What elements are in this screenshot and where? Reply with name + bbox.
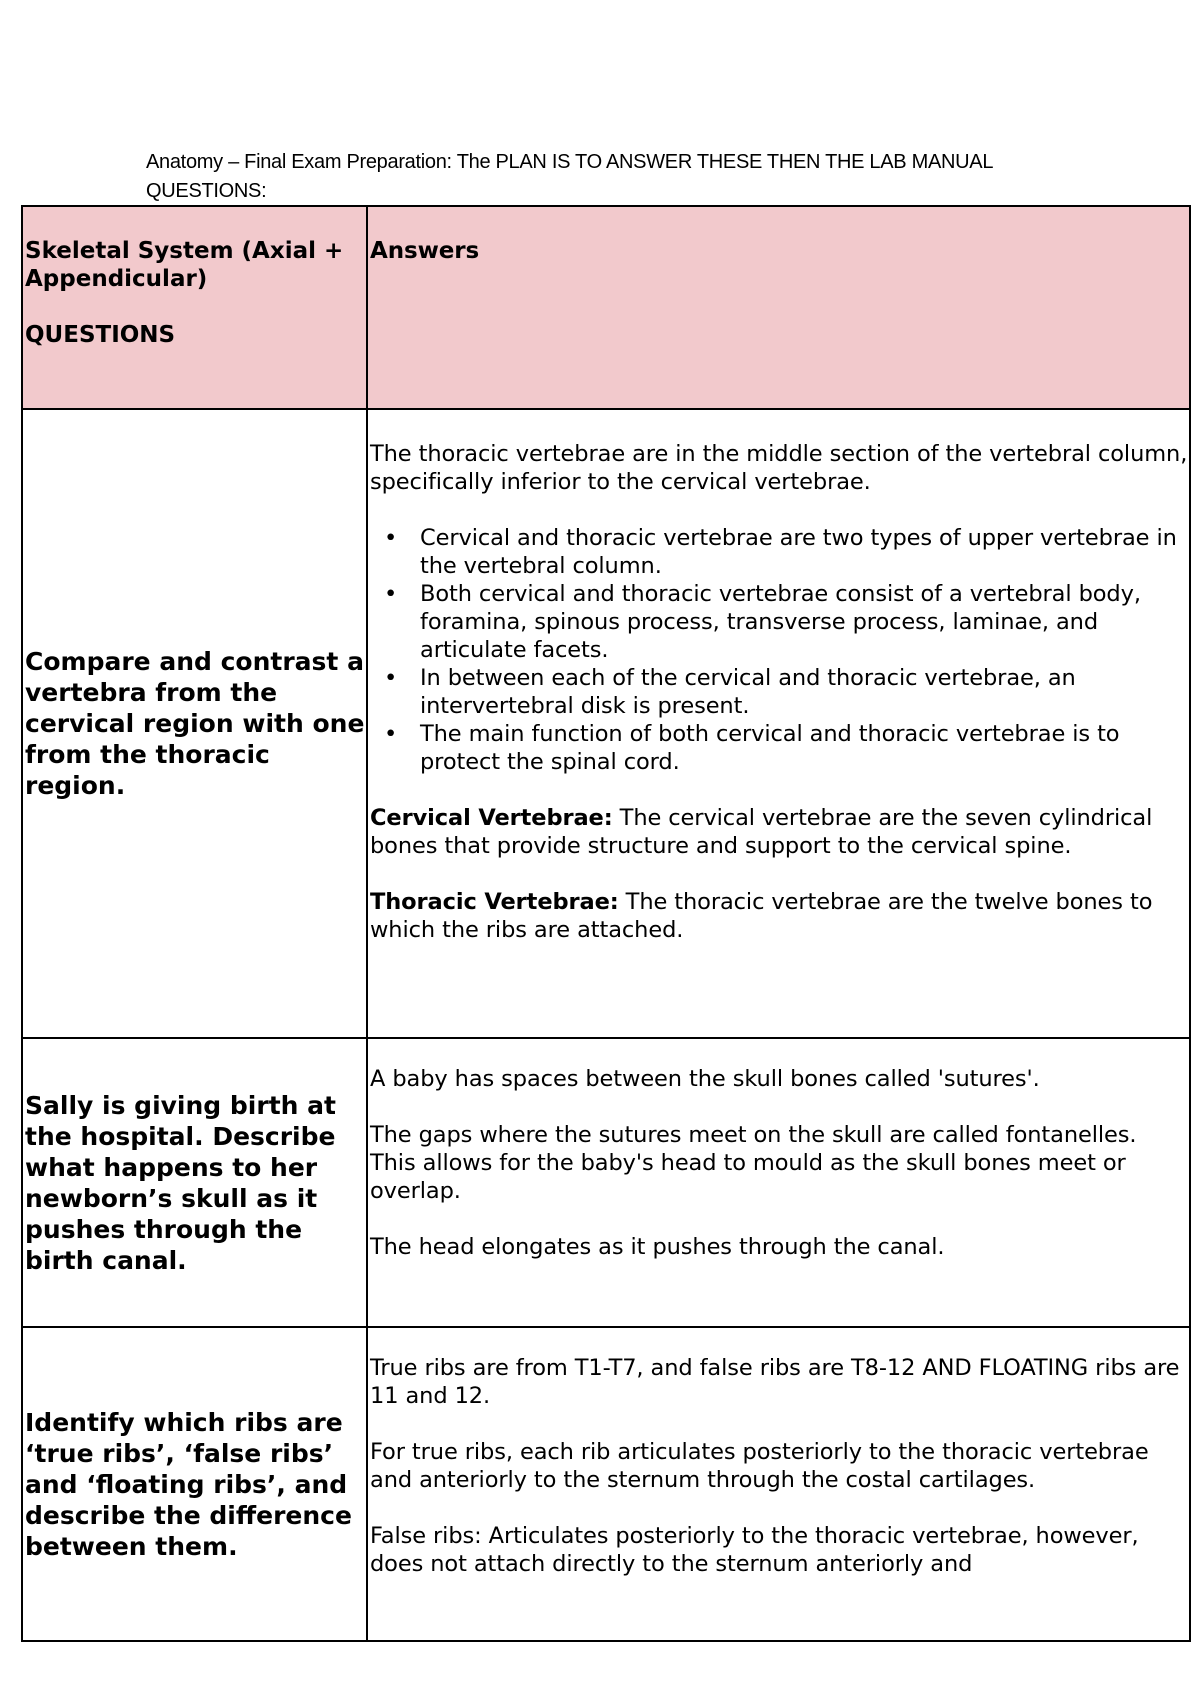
answer-paragraph: False ribs: Articulates posteriorly to the thoracic vertebrae, however, does not attach directly to the sternum anteriorly and xyxy=(370,1523,1139,1577)
answer-paragraph: The thoracic vertebrae are in the middle section of the vertebral column, specifically inferior to the cervical vertebrae. xyxy=(370,441,1188,495)
answer-heading: Answers xyxy=(370,238,480,264)
table-row xyxy=(22,1038,1190,1327)
answer-paragraph: The head elongates as it pushes through the canal. xyxy=(370,1234,945,1260)
answer-column-header xyxy=(367,206,1190,409)
thoracic-text: The thoracic vertebrae are the twelve bones to which the ribs are attached. xyxy=(370,889,1153,943)
questions-table xyxy=(21,205,1191,1642)
answer-paragraph: A baby has spaces between the skull bones called 'sutures'. xyxy=(370,1066,1040,1092)
answer-paragraph: True ribs are from T1-T7, and false ribs are T8-12 AND FLOATING ribs are 11 and 12. xyxy=(370,1355,1180,1409)
answer-cell xyxy=(367,1038,1190,1327)
list-item: • The main function of both cervical and thoracic vertebrae is to protect the spinal cord. xyxy=(420,720,1189,776)
question-column-header xyxy=(22,206,367,409)
cervical-text: The cervical vertebrae are the seven cylindrical bones that provide structure and support to the cervical spine. xyxy=(370,805,1153,859)
question-text: Identify which ribs are ‘true ribs’, ‘false ribs’ and ‘floating ribs’, and describe the difference between them. xyxy=(25,1407,352,1561)
answer-cell xyxy=(367,1327,1190,1641)
answer-paragraph xyxy=(370,888,1189,944)
list-item: • Cervical and thoracic vertebrae are two types of upper vertebrae in the vertebral column. xyxy=(420,524,1189,580)
answer-bullet-list xyxy=(370,524,1189,776)
question-cell xyxy=(22,1327,367,1641)
question-heading: Skeletal System (Axial + Appendicular) xyxy=(25,238,344,292)
question-text: Compare and contrast a vertebra from the cervical region with one from the thoracic region. xyxy=(25,647,365,800)
question-cell xyxy=(22,409,367,1038)
list-item: • In between each of the cervical and thoracic vertebrae, an intervertebral disk is present. xyxy=(420,664,1189,720)
question-subheading: QUESTIONS xyxy=(25,322,176,348)
answer-cell xyxy=(367,409,1190,1038)
table-row xyxy=(22,1327,1190,1641)
cervical-label: Cervical Vertebrae: xyxy=(370,805,613,831)
question-cell xyxy=(22,1038,367,1327)
list-item: • Both cervical and thoracic vertebrae consist of a vertebral body, foramina, spinous process, transverse process, laminae, and articulate facets. xyxy=(420,580,1189,664)
table-header-row xyxy=(22,206,1190,409)
question-text: Sally is giving birth at the hospital. Describe what happens to her newborn’s skull as it pushes through the birth canal. xyxy=(25,1090,336,1275)
answer-paragraph xyxy=(370,804,1189,860)
answer-paragraph: The gaps where the sutures meet on the skull are called fontanelles. This allows for the baby's head to mould as the skull bones meet or overlap. xyxy=(370,1122,1137,1204)
answer-paragraph: For true ribs, each rib articulates posteriorly to the thoracic vertebrae and anteriorly to the sternum through the costal cartilages. xyxy=(370,1439,1149,1493)
thoracic-label: Thoracic Vertebrae: xyxy=(370,889,619,915)
document-title: Anatomy – Final Exam Preparation: The PLAN IS TO ANSWER THESE THEN THE LAB MANUAL QUESTIONS: xyxy=(146,151,993,202)
table-row xyxy=(22,409,1190,1038)
